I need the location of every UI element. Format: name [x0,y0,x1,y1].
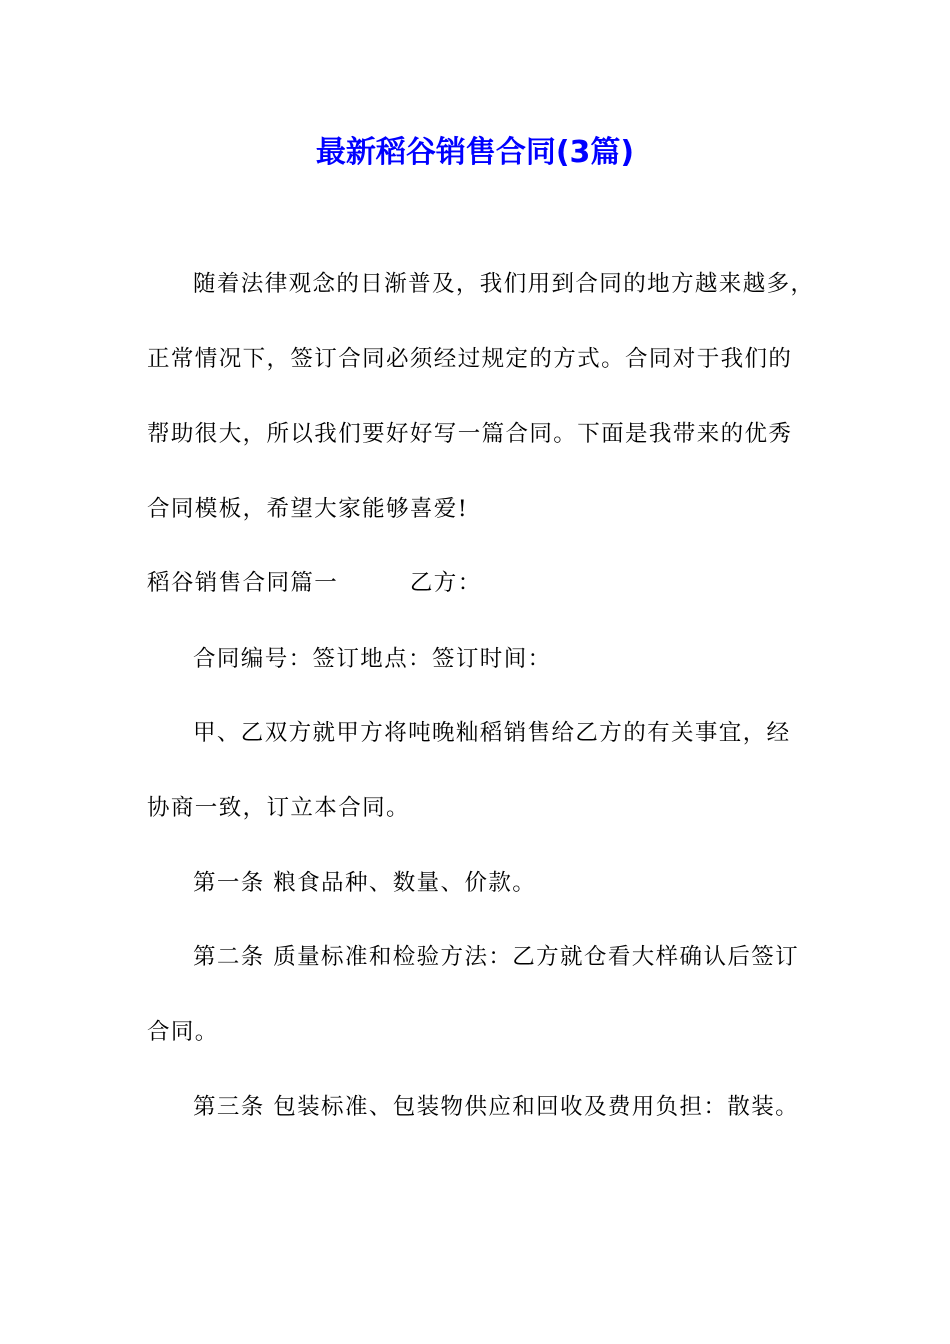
paragraph-line: 随着法律观念的日渐普及，我们用到合同的地方越来越多， [193,271,815,297]
paragraph-line: 甲、乙双方就甲方将吨晚籼稻销售给乙方的有关事宜，经 [193,720,791,746]
paragraph-line: 合同编号：签订地点：签订时间： [193,646,552,672]
paragraph-line: 合同模板，希望大家能够喜爱! [147,496,469,522]
clause-line: 第二条 质量标准和检验方法：乙方就仓看大样确认后签订 [193,944,800,970]
paragraph-line: 正常情况下，签订合同必须经过规定的方式。合同对于我们的 [147,346,793,372]
paragraph-line: 合同。 [147,1019,219,1045]
clause-line: 第一条 粮食品种、数量、价款。 [193,870,537,896]
clause-line: 第三条 包装标准、包装物供应和回收及费用负担：散装。 [193,1094,800,1120]
document-title: 最新稻谷销售合同(3篇) [315,135,635,170]
paragraph-line: 帮助很大，所以我们要好好写一篇合同。下面是我带来的优秀 [147,421,793,447]
paragraph-line: 协商一致，订立本合同。 [147,795,410,821]
section-heading: 稻谷销售合同篇一 乙方： [147,570,482,596]
